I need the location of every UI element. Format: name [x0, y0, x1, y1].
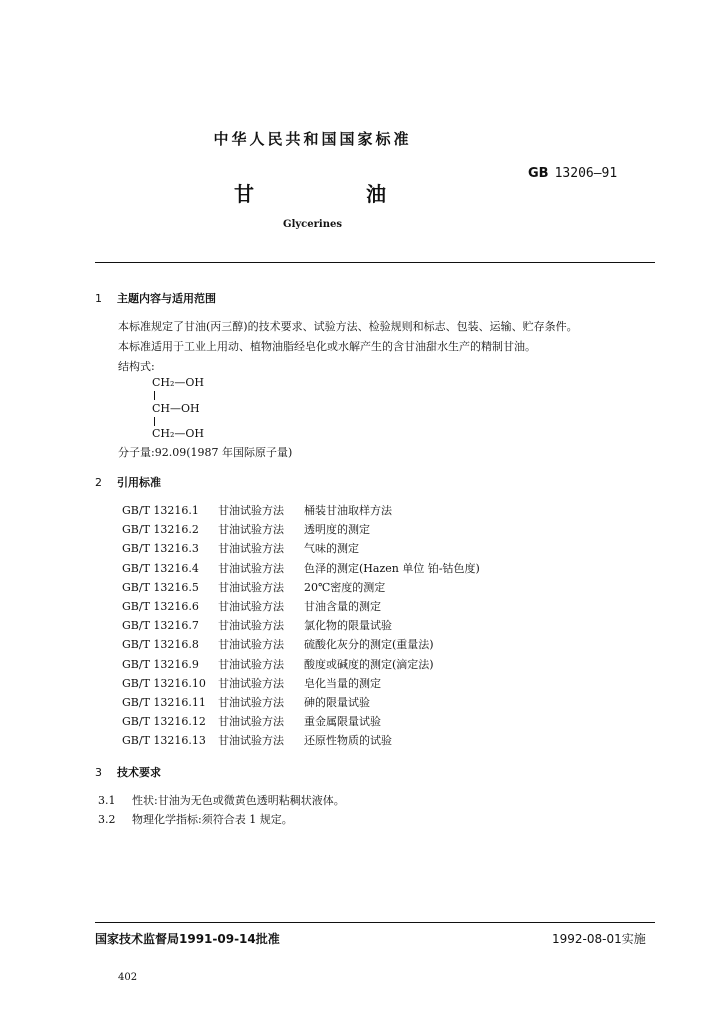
reference-code: GB/T 13216.3: [122, 542, 199, 555]
standard-prefix: GB: [528, 166, 549, 181]
reference-name: 还原性物质的试验: [304, 734, 392, 747]
reference-series: 甘油试验方法: [218, 638, 284, 651]
reference-code: GB/T 13216.2: [122, 523, 199, 536]
reference-code: GB/T 13216.6: [122, 600, 199, 613]
molecular-weight: 分子量:92.09(1987 年国际原子量): [118, 446, 293, 459]
reference-series: 甘油试验方法: [218, 523, 284, 536]
section-1-title: 主题内容与适用范围: [117, 292, 216, 305]
doc-title-char-1: 甘: [234, 182, 254, 206]
reference-item: [122, 579, 385, 595]
formula-bond-1: [154, 391, 155, 400]
reference-name: 透明度的测定: [304, 523, 370, 536]
reference-item: [122, 732, 392, 748]
reference-name: 重金属限量试验: [304, 715, 381, 728]
section-1-number: 1: [95, 292, 102, 305]
reference-name: 氯化物的限量试验: [304, 619, 392, 632]
reference-series: 甘油试验方法: [218, 542, 284, 555]
clause-3-1-text: 性状:甘油为无色或微黄色透明粘稠状液体。: [132, 794, 345, 807]
reference-series: 甘油试验方法: [218, 677, 284, 690]
reference-name: 色泽的测定(Hazen 单位 铂-钴色度): [304, 562, 480, 575]
reference-item: [122, 598, 381, 614]
section-1-paragraph-1: 本标准规定了甘油(丙三醇)的技术要求、试验方法、检验规则和标志、包装、运输、贮存条件。: [118, 320, 578, 333]
reference-series: 甘油试验方法: [218, 619, 284, 632]
doc-subtitle: Glycerines: [283, 219, 342, 230]
reference-code: GB/T 13216.8: [122, 638, 199, 651]
reference-name: 酸度或碱度的测定(滴定法): [304, 658, 434, 671]
clause-3-1-number: 3.1: [98, 794, 116, 807]
formula-line-1: CH₂—OH: [152, 376, 205, 389]
reference-item: [122, 540, 359, 556]
clause-3-1: [98, 792, 345, 808]
reference-item: [122, 713, 381, 729]
reference-series: 甘油试验方法: [218, 562, 284, 575]
reference-series: 甘油试验方法: [218, 658, 284, 671]
reference-name: 皂化当量的测定: [304, 677, 381, 690]
reference-code: GB/T 13216.5: [122, 581, 199, 594]
formula-line-3: CH₂—OH: [152, 427, 205, 440]
formula-bond-2: [154, 417, 155, 426]
clause-3-2-number: 3.2: [98, 813, 116, 826]
section-3-heading: [95, 764, 161, 780]
reference-item: [122, 694, 370, 710]
section-1-paragraph-2: 本标准适用于工业上用动、植物油脂经皂化或水解产生的含甘油甜水生产的精制甘油。: [118, 340, 536, 353]
reference-name: 20℃密度的测定: [304, 581, 386, 594]
section-3-number: 3: [95, 766, 102, 779]
reference-name: 砷的限量试验: [304, 696, 370, 709]
page-number: 402: [118, 972, 138, 983]
reference-series: 甘油试验方法: [218, 581, 284, 594]
structure-label: 结构式:: [118, 360, 155, 373]
org-title: 中华人民共和国国家标准: [213, 130, 412, 148]
reference-item: [122, 521, 370, 537]
standard-number: [528, 166, 617, 181]
effective-date: 1992-08-01实施: [552, 932, 646, 946]
footer-divider: [95, 922, 655, 923]
reference-item: [122, 636, 434, 652]
clause-3-2: [98, 811, 293, 827]
reference-item: [122, 560, 480, 576]
reference-item: [122, 502, 392, 518]
reference-series: 甘油试验方法: [218, 734, 284, 747]
clause-3-2-text: 物理化学指标:须符合表 1 规定。: [132, 813, 293, 826]
reference-name: 甘油含量的测定: [304, 600, 381, 613]
reference-code: GB/T 13216.13: [122, 734, 206, 747]
reference-name: 硫酸化灰分的测定(重量法): [304, 638, 434, 651]
reference-code: GB/T 13216.1: [122, 504, 199, 517]
section-2-title: 引用标准: [117, 476, 161, 489]
standard-code: 13206—91: [554, 166, 618, 181]
reference-series: 甘油试验方法: [218, 715, 284, 728]
reference-series: 甘油试验方法: [218, 696, 284, 709]
header-divider: [95, 262, 655, 263]
reference-series: 甘油试验方法: [218, 600, 284, 613]
reference-name: 桶装甘油取样方法: [304, 504, 392, 517]
doc-title-char-2: 油: [366, 182, 386, 206]
reference-code: GB/T 13216.4: [122, 562, 199, 575]
formula-line-2: CH—OH: [152, 402, 200, 415]
reference-code: GB/T 13216.7: [122, 619, 199, 632]
reference-series: 甘油试验方法: [218, 504, 284, 517]
reference-name: 气味的测定: [304, 542, 359, 555]
reference-item: [122, 617, 392, 633]
section-2-heading: [95, 474, 161, 490]
reference-item: [122, 675, 381, 691]
reference-code: GB/T 13216.11: [122, 696, 206, 709]
approval-note: 国家技术监督局1991-09-14批准: [95, 932, 280, 946]
section-1-heading: [95, 290, 216, 306]
section-2-number: 2: [95, 476, 102, 489]
reference-code: GB/T 13216.10: [122, 677, 206, 690]
reference-code: GB/T 13216.12: [122, 715, 206, 728]
reference-item: [122, 656, 434, 672]
reference-code: GB/T 13216.9: [122, 658, 199, 671]
section-3-title: 技术要求: [117, 766, 161, 779]
